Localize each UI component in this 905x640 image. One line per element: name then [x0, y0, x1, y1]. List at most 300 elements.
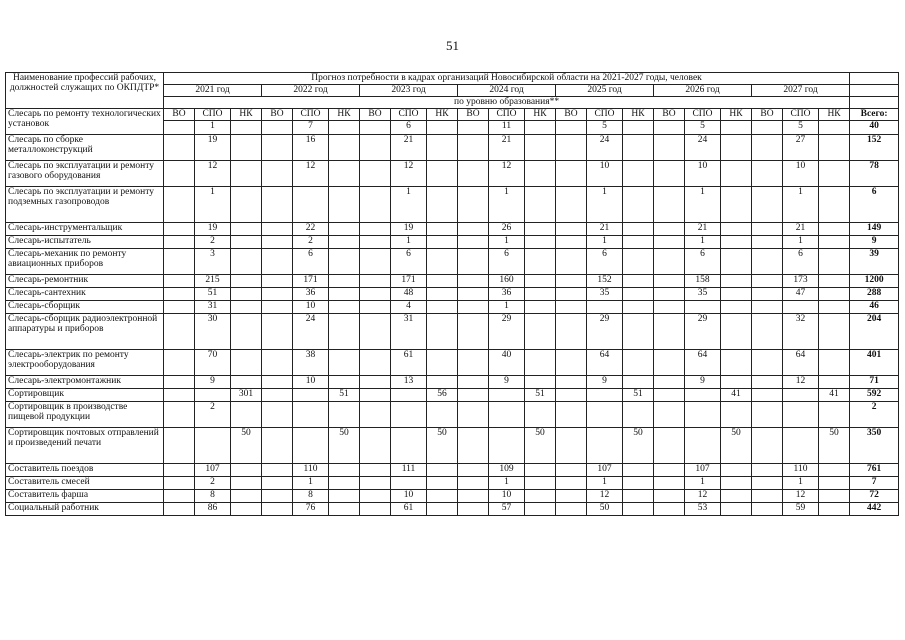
profession-name: Составитель фарша: [6, 490, 164, 503]
forecast-value: 12: [489, 161, 525, 187]
forecast-value: [427, 314, 458, 350]
forecast-value: [458, 249, 489, 275]
row-total: 46: [850, 301, 899, 314]
forecast-value: [721, 187, 752, 223]
forecast-value: 6: [293, 249, 329, 275]
forecast-value: 21: [685, 223, 721, 236]
year-header: 2022 год: [262, 85, 360, 97]
forecast-value: [427, 121, 458, 135]
forecast-value: [819, 236, 850, 249]
forecast-value: 107: [685, 464, 721, 477]
page-number: 51: [446, 38, 459, 53]
forecast-value: 57: [489, 503, 525, 516]
forecast-value: [721, 490, 752, 503]
forecast-value: [752, 402, 783, 428]
forecast-value: [752, 503, 783, 516]
forecast-value: [654, 376, 685, 389]
forecast-value: 6: [391, 249, 427, 275]
forecast-value: [721, 314, 752, 350]
forecast-value: [752, 249, 783, 275]
forecast-value: [391, 389, 427, 402]
education-level-label: СПО: [489, 109, 525, 121]
forecast-value: [231, 314, 262, 350]
forecast-value: 21: [783, 223, 819, 236]
forecast-value: 8: [293, 490, 329, 503]
forecast-value: [685, 428, 721, 464]
forecast-value: [164, 477, 195, 490]
year-header: 2027 год: [752, 85, 850, 97]
forecast-value: [329, 223, 360, 236]
education-level-label: СПО: [685, 109, 721, 121]
forecast-value: [458, 121, 489, 135]
forecast-value: [360, 288, 391, 301]
forecast-value: [654, 135, 685, 161]
education-level-label: НК: [721, 109, 752, 121]
forecast-value: [525, 236, 556, 249]
forecast-value: [262, 223, 293, 236]
forecast-value: [819, 464, 850, 477]
forecast-value: [427, 236, 458, 249]
forecast-value: 51: [623, 389, 654, 402]
forecast-value: [231, 121, 262, 135]
forecast-value: [556, 223, 587, 236]
forecast-value: 12: [685, 490, 721, 503]
forecast-value: 1: [489, 236, 525, 249]
forecast-value: [525, 288, 556, 301]
forecast-value: [819, 314, 850, 350]
forecast-value: [654, 288, 685, 301]
forecast-value: 109: [489, 464, 525, 477]
forecast-value: [195, 389, 231, 402]
forecast-value: 110: [783, 464, 819, 477]
forecast-value: [556, 121, 587, 135]
forecast-value: [231, 503, 262, 516]
forecast-value: 86: [195, 503, 231, 516]
forecast-value: 19: [195, 223, 231, 236]
forecast-value: [623, 288, 654, 301]
forecast-value: [329, 490, 360, 503]
forecast-value: [525, 135, 556, 161]
forecast-value: [427, 464, 458, 477]
row-total: 6: [850, 187, 899, 223]
forecast-value: 12: [293, 161, 329, 187]
profession-name: Слесарь-испытатель: [6, 236, 164, 249]
forecast-value: 51: [329, 389, 360, 402]
table-row: [6, 314, 899, 350]
forecast-value: [262, 376, 293, 389]
forecast-value: [654, 187, 685, 223]
forecast-value: 29: [685, 314, 721, 350]
forecast-value: [231, 477, 262, 490]
forecast-value: 64: [587, 350, 623, 376]
forecast-value: [329, 503, 360, 516]
forecast-value: [360, 314, 391, 350]
forecast-value: [360, 121, 391, 135]
forecast-value: 1: [685, 477, 721, 490]
forecast-value: [819, 249, 850, 275]
forecast-value: [525, 477, 556, 490]
forecast-value: [525, 161, 556, 187]
forecast-value: 10: [293, 376, 329, 389]
row-total: 9: [850, 236, 899, 249]
forecast-value: [556, 314, 587, 350]
forecast-value: 10: [685, 161, 721, 187]
forecast-value: [427, 350, 458, 376]
row-total: 152: [850, 135, 899, 161]
forecast-value: 31: [195, 301, 231, 314]
forecast-value: 64: [685, 350, 721, 376]
table-row: [6, 428, 899, 464]
table-body: [6, 109, 899, 516]
forecast-value: [489, 428, 525, 464]
forecast-value: [525, 503, 556, 516]
forecast-value: 6: [783, 249, 819, 275]
forecast-title-header: Прогноз потребности в кадрах организаций Новосибирской области на 2021-2027 годы, человек: [164, 73, 850, 85]
forecast-value: [752, 376, 783, 389]
forecast-value: [195, 428, 231, 464]
forecast-value: [752, 161, 783, 187]
forecast-value: 13: [391, 376, 427, 389]
forecast-value: [721, 223, 752, 236]
forecast-value: [654, 223, 685, 236]
forecast-value: [654, 464, 685, 477]
forecast-value: 215: [195, 275, 231, 288]
forecast-value: 50: [231, 428, 262, 464]
forecast-value: [164, 402, 195, 428]
table-row: [6, 402, 899, 428]
forecast-value: [525, 301, 556, 314]
forecast-value: 6: [489, 249, 525, 275]
forecast-value: [458, 275, 489, 288]
education-level-label: ВО: [164, 109, 195, 121]
forecast-value: [329, 464, 360, 477]
forecast-value: [819, 503, 850, 516]
forecast-value: [427, 301, 458, 314]
table-row: [6, 161, 899, 187]
forecast-value: 171: [391, 275, 427, 288]
forecast-value: [654, 428, 685, 464]
forecast-value: [329, 402, 360, 428]
forecast-value: [556, 161, 587, 187]
forecast-value: 36: [293, 288, 329, 301]
profession-name: Слесарь-сборщик: [6, 301, 164, 314]
forecast-value: [164, 275, 195, 288]
forecast-value: [623, 464, 654, 477]
forecast-value: [360, 402, 391, 428]
forecast-value: [556, 236, 587, 249]
forecast-value: [819, 161, 850, 187]
forecast-value: [556, 464, 587, 477]
forecast-value: [685, 402, 721, 428]
forecast-value: [329, 187, 360, 223]
forecast-value: 30: [195, 314, 231, 350]
forecast-value: [360, 249, 391, 275]
forecast-value: [752, 301, 783, 314]
forecast-value: [752, 135, 783, 161]
forecast-value: 48: [391, 288, 427, 301]
forecast-value: 6: [391, 121, 427, 135]
forecast-value: [262, 464, 293, 477]
forecast-value: [721, 288, 752, 301]
forecast-value: 12: [195, 161, 231, 187]
forecast-value: 12: [391, 161, 427, 187]
forecast-value: [360, 350, 391, 376]
forecast-value: [231, 223, 262, 236]
forecast-value: 5: [685, 121, 721, 135]
forecast-value: [556, 477, 587, 490]
table-row: [6, 376, 899, 389]
forecast-value: [262, 428, 293, 464]
education-level-label: ВО: [654, 109, 685, 121]
forecast-value: 9: [489, 376, 525, 389]
forecast-value: [427, 376, 458, 389]
forecast-value: [654, 477, 685, 490]
forecast-value: [360, 503, 391, 516]
forecast-value: 9: [685, 376, 721, 389]
forecast-value: [685, 389, 721, 402]
forecast-value: [329, 376, 360, 389]
table-row: [6, 275, 899, 288]
row-total: 761: [850, 464, 899, 477]
forecast-value: [721, 236, 752, 249]
forecast-value: [231, 236, 262, 249]
forecast-value: [721, 350, 752, 376]
forecast-value: [360, 301, 391, 314]
forecast-value: [819, 223, 850, 236]
forecast-value: 12: [587, 490, 623, 503]
education-level-label: ВО: [556, 109, 587, 121]
name-column-header: Наименование профессий рабочих, должностей служащих по ОКПДТР*: [6, 73, 164, 109]
forecast-value: 9: [587, 376, 623, 389]
year-header: 2025 год: [556, 85, 654, 97]
forecast-value: [819, 288, 850, 301]
education-level-label: НК: [623, 109, 654, 121]
forecast-value: 26: [489, 223, 525, 236]
profession-name: Сортировщик в производстве пищевой продукции: [6, 402, 164, 428]
forecast-value: [525, 223, 556, 236]
forecast-value: 11: [489, 121, 525, 135]
forecast-value: [752, 389, 783, 402]
forecast-value: [427, 275, 458, 288]
forecast-value: [525, 275, 556, 288]
forecast-value: [819, 301, 850, 314]
forecast-value: [623, 301, 654, 314]
forecast-value: [458, 288, 489, 301]
forecast-value: [164, 135, 195, 161]
forecast-value: [262, 161, 293, 187]
forecast-value: 5: [783, 121, 819, 135]
forecast-value: [231, 350, 262, 376]
forecast-value: [231, 275, 262, 288]
forecast-value: [654, 249, 685, 275]
forecast-value: 61: [391, 503, 427, 516]
forecast-value: [489, 389, 525, 402]
forecast-value: 56: [427, 389, 458, 402]
forecast-value: [164, 389, 195, 402]
forecast-value: [623, 135, 654, 161]
forecast-value: [293, 402, 329, 428]
forecast-value: 1: [489, 477, 525, 490]
forecast-value: 50: [623, 428, 654, 464]
forecast-value: [721, 402, 752, 428]
forecast-value: 35: [587, 288, 623, 301]
forecast-value: [262, 288, 293, 301]
forecast-value: 16: [293, 135, 329, 161]
forecast-value: 21: [391, 135, 427, 161]
forecast-value: [262, 135, 293, 161]
forecast-value: 50: [427, 428, 458, 464]
forecast-value: 41: [721, 389, 752, 402]
forecast-value: [262, 477, 293, 490]
forecast-value: [164, 350, 195, 376]
forecast-value: [262, 249, 293, 275]
profession-name: Слесарь по эксплуатации и ремонту газового оборудования: [6, 161, 164, 187]
education-level-label: ВО: [752, 109, 783, 121]
forecast-value: 1: [195, 121, 231, 135]
forecast-value: [360, 477, 391, 490]
education-level-label: СПО: [195, 109, 231, 121]
forecast-value: [360, 464, 391, 477]
forecast-value: 107: [587, 464, 623, 477]
forecast-value: [458, 223, 489, 236]
forecast-value: [231, 490, 262, 503]
table-row: [6, 135, 899, 161]
forecast-value: 1: [195, 187, 231, 223]
forecast-value: [329, 161, 360, 187]
forecast-value: [164, 161, 195, 187]
forecast-value: [623, 376, 654, 389]
forecast-value: [231, 161, 262, 187]
forecast-value: 1: [489, 187, 525, 223]
forecast-value: [329, 135, 360, 161]
forecast-value: 51: [195, 288, 231, 301]
forecast-value: 1: [489, 301, 525, 314]
forecast-value: [427, 503, 458, 516]
forecast-value: [654, 402, 685, 428]
forecast-value: 9: [195, 376, 231, 389]
forecast-value: 5: [587, 121, 623, 135]
forecast-value: [819, 275, 850, 288]
forecast-value: 1: [391, 187, 427, 223]
forecast-value: [525, 464, 556, 477]
forecast-value: 40: [489, 350, 525, 376]
forecast-value: [819, 402, 850, 428]
education-level-label: НК: [427, 109, 458, 121]
education-level-label: СПО: [391, 109, 427, 121]
profession-name: Слесарь-электрик по ремонту электрооборудования: [6, 350, 164, 376]
forecast-value: [262, 301, 293, 314]
forecast-value: 51: [525, 389, 556, 402]
forecast-value: [329, 350, 360, 376]
forecast-value: 64: [783, 350, 819, 376]
forecast-value: [458, 428, 489, 464]
forecast-value: [164, 376, 195, 389]
profession-name: Слесарь по ремонту технологических установок: [6, 109, 164, 135]
forecast-value: [293, 428, 329, 464]
forecast-value: [819, 376, 850, 389]
forecast-value: [262, 402, 293, 428]
forecast-value: [231, 301, 262, 314]
forecast-value: [329, 314, 360, 350]
forecast-value: [262, 389, 293, 402]
forecast-value: [556, 135, 587, 161]
forecast-value: [783, 301, 819, 314]
forecast-value: [556, 350, 587, 376]
forecast-value: 158: [685, 275, 721, 288]
forecast-value: [164, 428, 195, 464]
forecast-value: [427, 187, 458, 223]
forecast-value: [231, 402, 262, 428]
forecast-value: [654, 301, 685, 314]
profession-name: Составитель смесей: [6, 477, 164, 490]
year-header: 2021 год: [164, 85, 262, 97]
profession-name: Слесарь-инструментальщик: [6, 223, 164, 236]
forecast-value: 1: [293, 477, 329, 490]
forecast-value: [623, 503, 654, 516]
education-level-label: НК: [819, 109, 850, 121]
forecast-value: [427, 477, 458, 490]
education-level-label: СПО: [783, 109, 819, 121]
forecast-value: [427, 249, 458, 275]
forecast-value: [721, 249, 752, 275]
forecast-value: [360, 428, 391, 464]
forecast-value: [262, 503, 293, 516]
forecast-value: [262, 121, 293, 135]
forecast-value: [231, 464, 262, 477]
forecast-value: [623, 187, 654, 223]
forecast-value: [556, 301, 587, 314]
forecast-value: [231, 135, 262, 161]
row-total: 442: [850, 503, 899, 516]
forecast-value: 31: [391, 314, 427, 350]
forecast-value: [231, 187, 262, 223]
forecast-value: [623, 477, 654, 490]
total-header-blank-2: [850, 97, 899, 109]
education-level-label: НК: [231, 109, 262, 121]
forecast-value: 1: [685, 236, 721, 249]
forecast-value: [329, 275, 360, 288]
forecast-value: 19: [391, 223, 427, 236]
forecast-value: [783, 428, 819, 464]
forecast-value: 24: [587, 135, 623, 161]
forecast-value: [819, 187, 850, 223]
forecast-value: [623, 121, 654, 135]
forecast-value: [587, 301, 623, 314]
table-row: [6, 249, 899, 275]
profession-name: Составитель поездов: [6, 464, 164, 477]
row-total: 71: [850, 376, 899, 389]
forecast-value: [458, 350, 489, 376]
forecast-value: [819, 135, 850, 161]
forecast-value: [458, 161, 489, 187]
forecast-value: [164, 301, 195, 314]
forecast-value: 22: [293, 223, 329, 236]
forecast-value: 27: [783, 135, 819, 161]
forecast-value: 36: [489, 288, 525, 301]
forecast-value: [391, 428, 427, 464]
education-level-label: НК: [525, 109, 556, 121]
forecast-value: 50: [819, 428, 850, 464]
forecast-value: 32: [783, 314, 819, 350]
row-total: 2: [850, 402, 899, 428]
table-row: [6, 464, 899, 477]
forecast-value: 47: [783, 288, 819, 301]
forecast-value: [623, 161, 654, 187]
forecast-value: 12: [783, 376, 819, 389]
forecast-value: [721, 135, 752, 161]
forecast-value: [819, 121, 850, 135]
forecast-table: [5, 72, 899, 516]
